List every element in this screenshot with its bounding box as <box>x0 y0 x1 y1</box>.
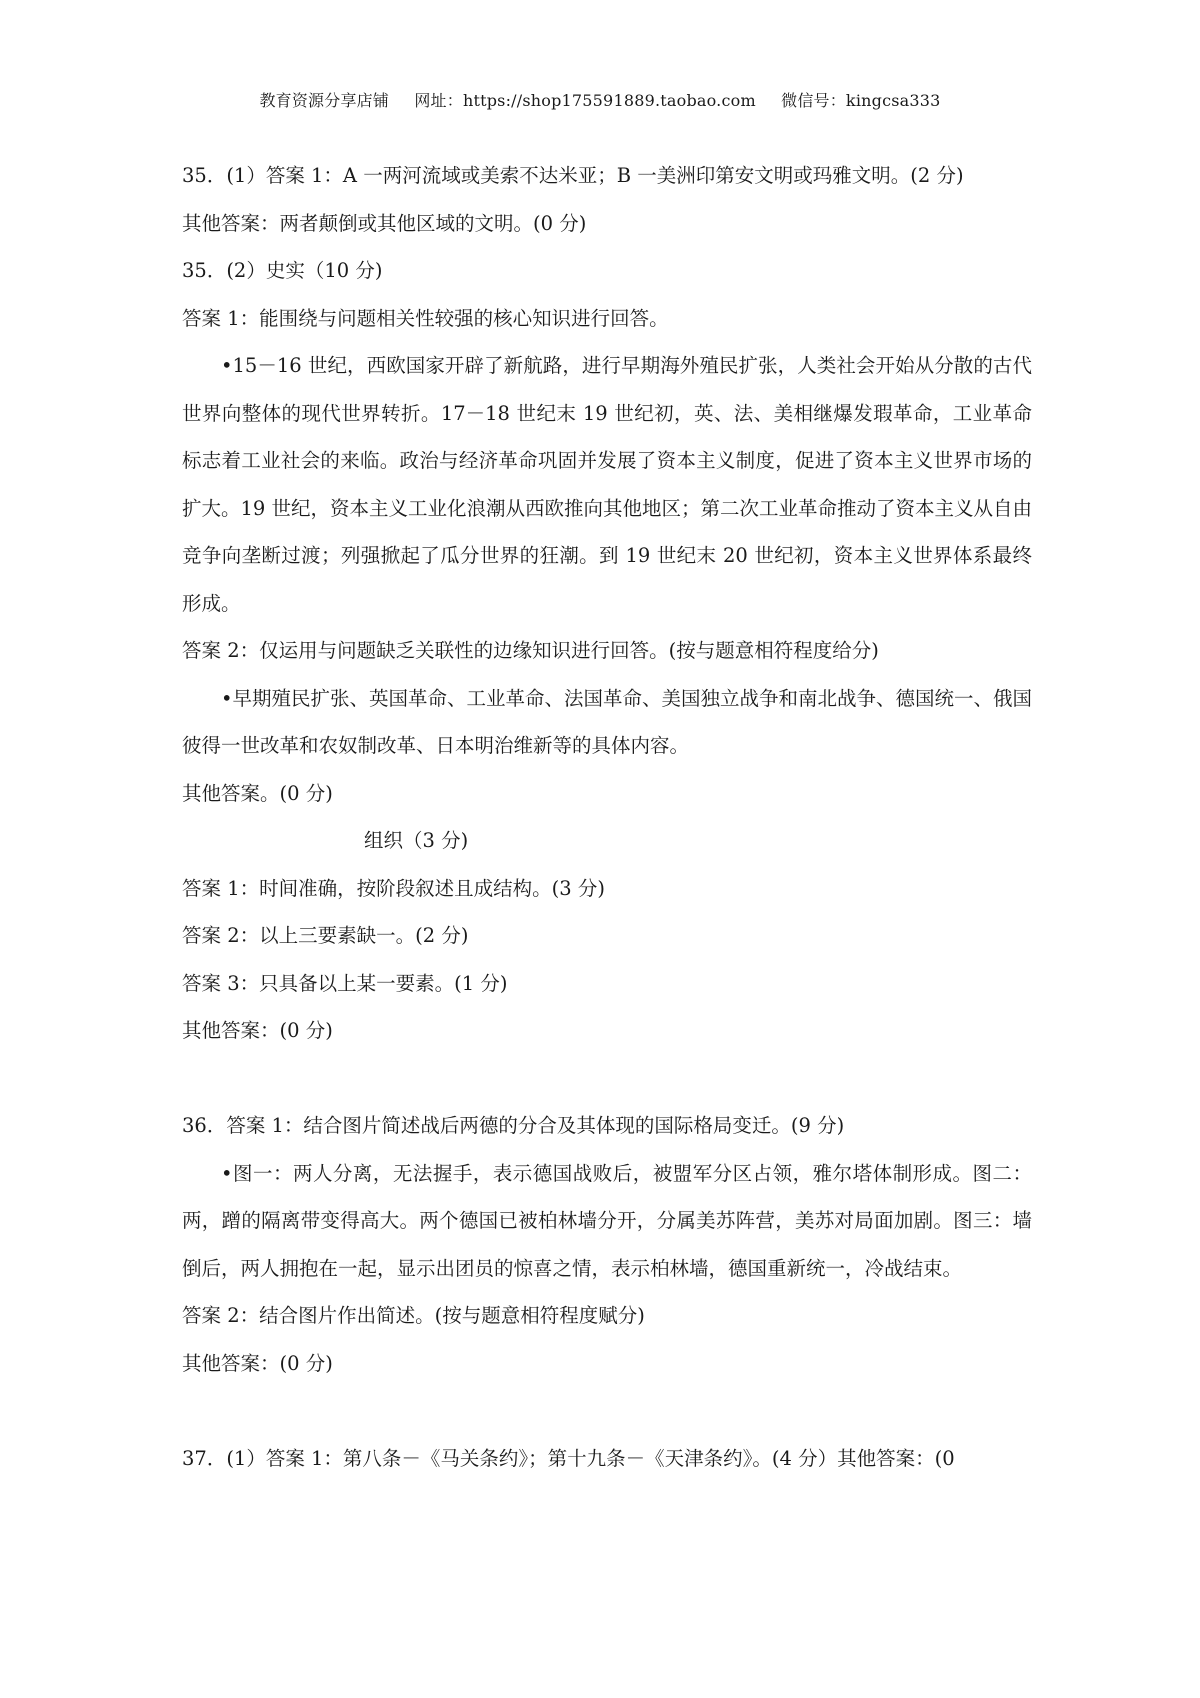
q36-ans1-text: •图一：两人分离，无法握手，表示德国战败后，被盟军分区占领，雅尔塔体制形成。图二：两，蹭的隔离带变得高大。两个德国已被柏林墙分开，分属美苏阵营，美苏对局面加剧。图三：墙倒后，两人拥抱在一起，显示出团员的惊喜之情，表示柏林墙，德国重新统一，冷战结束。 <box>182 1161 1032 1280</box>
header-shop: 教育资源分享店铺 <box>259 91 390 110</box>
q35-ans1-text: •15－16 世纪，西欧国家开辟了新航路，进行早期海外殖民扩张，人类社会开始从分散的古代世界向整体的现代世界转折。17－18 世纪末 19 世纪初，英、法、美相继爆发瑕革命，工业革命标志着工业社会的来临。政治与经济革命巩固并发展了资本主义制度，促进了资本主义世界市场的扩大。19 世纪，资本主义工业化浪潮从西欧推向其他地区；第二次工业革命推动了资本主义从自由竞争向垄断过渡；列强掀起了瓜分世界的狂潮。到 19 世纪末 20 世纪初，资本主义世界体系最终形成。 <box>182 354 1033 615</box>
section-gap <box>182 1055 1032 1103</box>
q35-ans2-text: •早期殖民扩张、英国革命、工业革命、法国革命、美国独立战争和南北战争、德国统一、俄国彼得一世改革和农奴制改革、日本明治维新等的具体内容。 <box>182 686 1033 757</box>
q35-part1-answer: 35．(1）答案 1：A 一两河流域或美索不达米亚；B 一美洲印第安文明或玛雅文明。(2 分) <box>182 164 964 187</box>
q35-org-ans3: 答案 3：只具备以上某一要素。(1 分) <box>182 971 508 995</box>
section-gap <box>182 1387 1032 1435</box>
header-wechat: 微信号：kingcsa333 <box>781 91 941 110</box>
page-header <box>0 88 1200 111</box>
q35-ans2-title: 答案 2：仅运用与问题缺乏关联性的边缘知识进行回答。(按与题意相符程度给分) <box>182 639 879 662</box>
q36-ans1-title: 36．答案 1：结合图片简述战后两德的分合及其体现的国际格局变迁。(9 分) <box>182 1114 845 1137</box>
q35-ans1-title: 答案 1：能围绕与问题相关性较强的核心知识进行回答。 <box>182 306 669 330</box>
q37-line1: 37．(1）答案 1：第八条－《马关条约》；第十九条－《天津条约》。(4 分）其他答案：(0 <box>182 1446 955 1470</box>
q35-org-other: 其他答案：(0 分) <box>182 1019 333 1042</box>
q35-org-ans1: 答案 1：时间准确，按阶段叙述且成结构。(3 分) <box>182 876 605 900</box>
q35-part1-other: 其他答案：两者颠倒或其他区域的文明。(0 分) <box>182 211 587 235</box>
header-url: 网址：https://shop175591889.taobao.com <box>414 91 756 110</box>
q36-ans2: 答案 2：结合图片作出简述。(按与题意相符程度赋分) <box>182 1304 645 1327</box>
answer-body <box>182 152 1032 1482</box>
q35-part2-title: 35．(2）史实（10 分) <box>182 259 383 282</box>
q35-other: 其他答案。(0 分) <box>182 781 333 805</box>
q35-org-title: 组织（3 分) <box>364 829 469 852</box>
q36-other: 其他答案：(0 分) <box>182 1351 333 1375</box>
q35-org-ans2: 答案 2：以上三要素缺一。(2 分) <box>182 924 469 947</box>
